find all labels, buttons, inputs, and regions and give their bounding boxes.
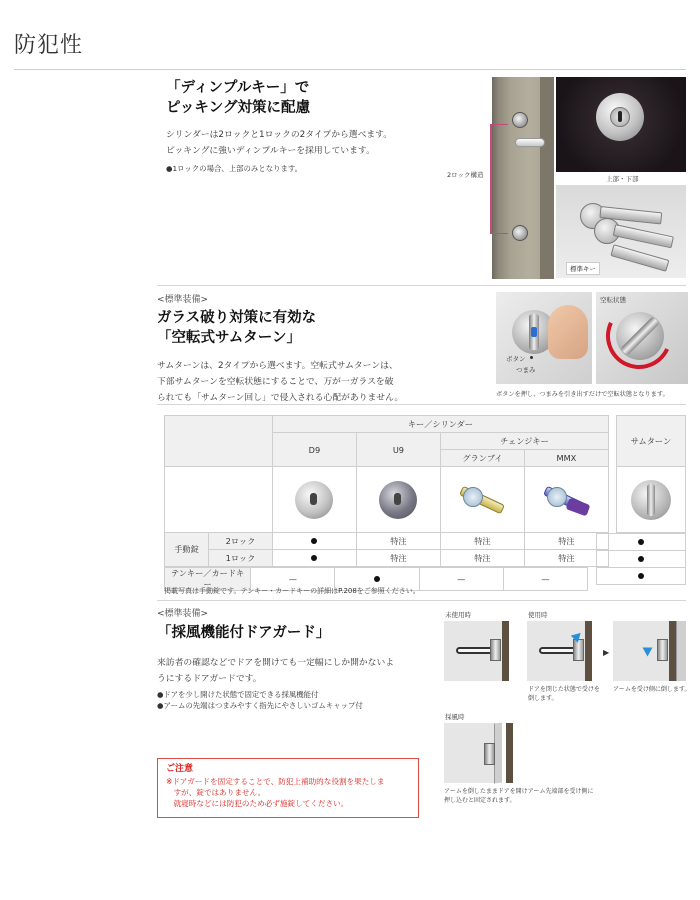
table-footnote: 掲載写真は手動錠です。テンキー・カードキーの詳細はP.208をご参照ください。 bbox=[164, 587, 420, 595]
d9-cylinder-image bbox=[272, 467, 356, 533]
table-cell: 特注 bbox=[356, 550, 440, 567]
diagram-used bbox=[527, 621, 599, 681]
u9-cylinder-image bbox=[356, 467, 440, 533]
lower-lock-icon bbox=[512, 225, 528, 241]
col-mmx: MMX bbox=[524, 450, 608, 467]
section-divider-3 bbox=[157, 600, 686, 601]
check-dot bbox=[638, 556, 644, 562]
table-cell: — bbox=[419, 568, 503, 591]
doorguard-body-2: うにするドアガードです。 bbox=[157, 674, 262, 684]
table-cell bbox=[272, 550, 356, 567]
diagram-unused bbox=[444, 621, 516, 681]
diagram-arm bbox=[613, 621, 686, 681]
row-2lock: 2ロック bbox=[209, 533, 273, 550]
thumbturn-button bbox=[531, 327, 537, 337]
table-cell bbox=[597, 551, 686, 568]
table-cell bbox=[272, 533, 356, 550]
row-group-manual: 手動錠 bbox=[165, 533, 209, 567]
label-standard-key: 標準キー bbox=[566, 262, 600, 275]
finger-image bbox=[548, 305, 588, 359]
label-unused: 未使用時 bbox=[445, 611, 471, 619]
thumbturn-heading-1: ガラス破り対策に有効な bbox=[157, 310, 317, 326]
check-dot bbox=[374, 576, 380, 582]
table-cell: 特注 bbox=[524, 550, 608, 567]
col-granbi: グランブイ bbox=[440, 450, 524, 467]
doorguard-tag: <標準装備> bbox=[157, 609, 209, 619]
table-cell: — bbox=[503, 568, 587, 591]
page-title: 防犯性 bbox=[14, 33, 84, 58]
diagram-ventilation bbox=[444, 723, 516, 783]
label-used: 使用時 bbox=[528, 611, 548, 619]
thumbturn-image bbox=[616, 467, 685, 533]
notice-line-1: ※ドアガードを固定することで、防犯上補助的な役割を果たしま bbox=[166, 777, 385, 786]
table-cell: 特注 bbox=[440, 533, 524, 550]
door-handle bbox=[515, 138, 545, 147]
notice-line-2: すが、錠ではありません。 bbox=[166, 788, 266, 797]
caption-arm: アームを受け側に倒します。 bbox=[613, 686, 691, 693]
dimple-heading-1: 「ディンプルキー」で bbox=[166, 80, 310, 96]
caption-vent-1: アームを倒したままドアを開けアーム先端部を受け側に bbox=[444, 788, 594, 795]
col-u9: U9 bbox=[356, 433, 440, 467]
mmx-key-image bbox=[524, 467, 608, 533]
arrow-right-icon: ▶ bbox=[603, 648, 610, 657]
table-cell: 特注 bbox=[524, 533, 608, 550]
title-divider bbox=[14, 69, 686, 70]
table-cell: 特注 bbox=[356, 533, 440, 550]
label-knob: つまみ bbox=[516, 366, 536, 374]
dimple-note: ●1ロックの場合、上部のみとなります。 bbox=[166, 164, 303, 173]
thumbturn-tag: <標準装備> bbox=[157, 295, 209, 305]
thumbturn-caption: ボタンを押し、つまみを引き出すだけで空転状態となります。 bbox=[496, 391, 669, 398]
label-ventilation: 採風時 bbox=[445, 713, 465, 721]
header-key-cylinder: キー／シリンダー bbox=[272, 416, 608, 433]
bracket-top bbox=[490, 124, 508, 125]
check-dot bbox=[311, 555, 317, 561]
header-change-key: チェンジキー bbox=[440, 433, 608, 450]
dimple-heading-2: ピッキング対策に配慮 bbox=[166, 100, 310, 116]
granbi-key-image bbox=[440, 467, 524, 533]
label-idle: 空転状態 bbox=[600, 296, 626, 304]
table-cell bbox=[597, 568, 686, 585]
label-button: ボタン bbox=[506, 355, 526, 363]
doorguard-heading: 「採風機能付ドアガード」 bbox=[157, 625, 331, 641]
thumbturn-values-table bbox=[596, 533, 686, 585]
table-cell: 特注 bbox=[440, 550, 524, 567]
notice-box bbox=[157, 758, 419, 818]
thumbturn-heading-2: 「空転式サムターン」 bbox=[157, 330, 301, 346]
row-1lock: 1ロック bbox=[209, 550, 273, 567]
section-divider-2 bbox=[157, 404, 686, 405]
table-cell bbox=[597, 534, 686, 551]
thumbturn-body-2: 下部サムターンを空転状態にすることで、万が一ガラスを破 bbox=[157, 377, 394, 387]
keyhole-icon bbox=[618, 111, 622, 122]
caption-used-1: ドアを閉じた状態で受けを bbox=[528, 686, 600, 693]
pointer-dot bbox=[530, 356, 533, 359]
dimple-body-2: ピッキングに強いディンプルキーを採用しています。 bbox=[166, 146, 375, 156]
door-frame bbox=[540, 77, 554, 279]
bracket-line bbox=[490, 124, 492, 234]
upper-lock-icon bbox=[512, 112, 528, 128]
col-d9: D9 bbox=[272, 433, 356, 467]
check-dot bbox=[311, 538, 317, 544]
caption-used-2: 倒します。 bbox=[528, 695, 558, 702]
caption-vent-2: 押し込むと固定されます。 bbox=[444, 797, 516, 804]
header-thumbturn: サムターン bbox=[616, 416, 685, 467]
doorguard-bullet-1: ●ドアを少し開けた状態で固定できる採風機能付 bbox=[157, 690, 319, 699]
check-dot bbox=[638, 573, 644, 579]
dimple-body-1: シリンダーは2ロックと1ロックの2タイプから選べます。 bbox=[166, 130, 393, 140]
thumbturn-body-3: られても「サムターン回し」で侵入される心配がありません。 bbox=[157, 393, 404, 403]
row-tenkey: テンキー／カードキー bbox=[165, 568, 251, 591]
doorguard-body-1: 来訪者の確認などでドアを開けても一定幅にしか開かないよ bbox=[157, 658, 395, 668]
notice-line-3: 就寝時などには防犯のため必ず施錠してください。 bbox=[166, 799, 349, 808]
thumbturn-body-1: サムターンは、2タイプから選べます。空転式サムターンは、 bbox=[157, 361, 398, 371]
check-dot bbox=[638, 539, 644, 545]
doorguard-bullet-2: ●アームの先端はつまみやすく指先にやさしいゴムキャップ付 bbox=[157, 701, 363, 710]
table-cell: — bbox=[251, 568, 335, 591]
section-divider-1 bbox=[157, 285, 686, 286]
table-corner bbox=[165, 416, 273, 467]
label-2lock: 2ロック構造 bbox=[447, 171, 484, 179]
label-upper-lower: 上部・下部 bbox=[606, 175, 639, 183]
bracket-bottom bbox=[490, 233, 508, 234]
notice-title: ご注意 bbox=[166, 764, 194, 774]
